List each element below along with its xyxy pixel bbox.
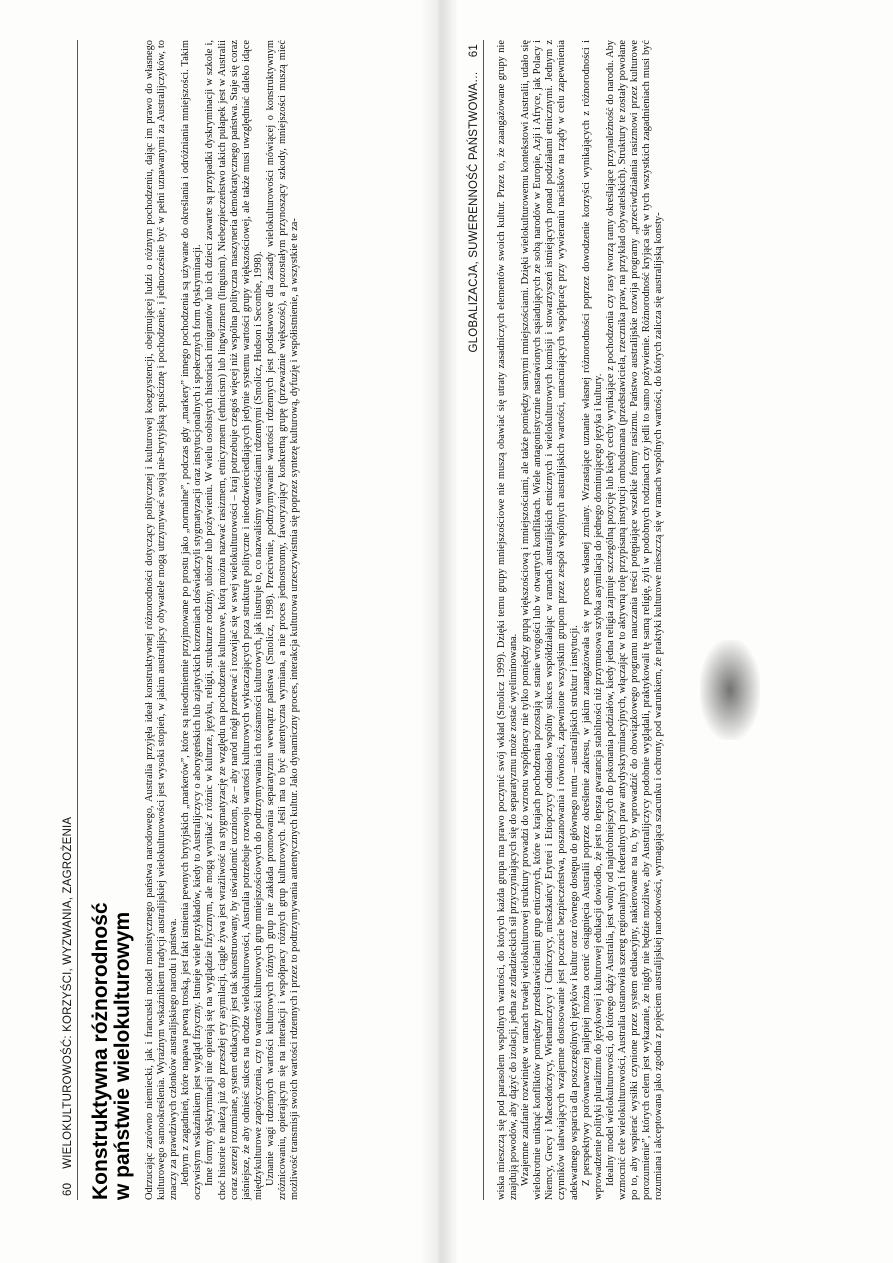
right-body-text <box>496 40 665 1200</box>
right-paragraph-2: Z perspektywy porównawczej najlepiej można ocenić osiągnięcia Australii poprzez określenie zakresu, w jakim zaangażowała się w proces własnej zmiany. Wzrastające uznanie własnej różnorodności poprzez dowodzenie korzyści wynikających z różnorodności i wprowadzenie polityki pluralizmu do językowej i kulturowej edukacji dowiodło, że jest to lepsza gwarancja stabilności niż przymusowa szybka asymilacja do jednego dominującego języka i kultury. <box>580 40 604 1200</box>
left-paragraph-3: Inne formy dyskryminacji nie opierają się na wyglądzie fizycznym, ale mogą wynikać z różnic w kulturze, języku, religii, strukturze rodziny, ubiorze lub pożywieniu. W wielu osobistych historiach imigrantów lub ich dzieci zawarte są przypadki dyskryminacji w szkole i, choć historie te należą już do przeszłej ery asymilacji, ciągle żywa jest wrażliwość na stygmatyzację ze względu na pochodzenie kulturowe, którą można nazwać rasizmem, etnicyzmem (ethnicism) lub lingwizmem (linguism). Niebezpieczeństwo takich pułapek jest w Australii coraz szerzej rozumiane, system edukacyjny jest tak skonstruowany, by uświadomić uczniom, że – aby naród mógł przetrwać i rozwijać się w swej wielokulturowości – kraj potrzebuje czegoś więcej niż wspólna polityczna maszyneria demokratycznego państwa. Staje się coraz jaśniejsze, że aby odnieść sukces na drodze wielokulturowości, Australia potrzebuje rozwoju wartości kulturowych wykraczających poza strukturę polityczne i nieodzwierciedlających jedynie systemu wartości grupy większościowej, ale także musi uwzględniać daleko idące międzykulturowe zapożyczenia, czy to wartości kulturowych grup mniejszościowych do podtrzymywania ich tożsamości kulturowych, jak ilustruje to, co nazwaliśmy wartościami rdzennymi (Smolicz, Hudson i Secombe, 1998). <box>204 40 264 1200</box>
right-paragraph-3: Idealny model wielokulturowości, do którego dąży Australia, jest wolny od najdrobniejszych do pokonania podziałów, kiedy jedna religia zajmuje szczególną pozycję lub kiedy cechy wynikające z pochodzenia czy rasy tworzą ramy określające przynależność do narodu. Aby wzmocnić cele wielokulturowości, Australia ustanowiła szereg regionalnych i federalnych praw antydyskryminacyjnych, włączając w to aktywną rolę przypisaną instytucji ombudsmana (przedstawiciela, rzecznika praw, na przykład obywatelskich). Struktury te zostały powołane po to, aby wspierać wysiłki czynione przez system edukacyjny, nakierowane na to, by wprowadzić do obowiązkowego programu nauczania treści potępiające wszelkie formy rasizmu. Państwo australijskie rozwija programy „przeciwdziałania rasizmowi przez kulturowe porozumienie”, których celem jest wykazanie, że nigdy nie będzie możliwe, aby Australijczycy podobnie wyglądali, praktykowali tę samą religię, żyli w podobnych rodzinach czy jedli to samo pożywienie. Różnorodność kryjąca się w tych wszystkich zagadnieniach musi być rozumiana i akceptowana jako zgodna z pojęciem australijskiej narodowości, wymagająca szacunku i ochrony, pod warunkiem, że praktyki kulturowe mieszczą się w ramach wspólnych wartości, do których zalicza się australijską konsty- <box>604 40 665 1200</box>
right-running-head-text: GLOBALIZACJA, SUWERENNOŚĆ PAŃSTWOWA… <box>468 71 480 353</box>
left-paragraph-4: Uznanie wagi rdzennych wartości kulturowych różnych grup nie zakłada promowania separatyzmu wewnątrz państwa (Smolicz, 1998). Przeciwnie, podtrzymywanie wartości rdzennych jest podstawowe dla zasady wielokulturowości mówiącej o konstruktywnym zróżnicowaniu, opierającym się na interakcji i współpracy różnych grup kulturowych. Jeśli ma to być autentyczna wymiana, a nie proces jednostronny, faworyzujący konkretną grupę (przeważnie większość), a pozostałym przynoszący szkody, mniejszości muszą mieć możliwość transmisji swoich wartości rdzennych i przez to podtrzymywania autentycznych kultur. Jako dynamiczny proces, interakcja kulturowa urzeczywistnia się poprzez syntezę kulturową, dyfuzję i współistnienie, a wszystkie te za- <box>264 40 301 1200</box>
left-running-head-text: WIELOKULTUROWOŚĆ: KORZYŚCI, WYZWANIA, ZAGROŻENIA <box>62 816 74 1169</box>
right-continuation: wiska mieszczą się pod parasolem wspólnych wartości, do których każda grupa ma prawo poczynić swój wkład (Smolicz 1999). Dzięki temu grupy mniejszościowe nie muszą obawiać się utraty zasadniczych elementów swoich kultur. Przez to, że zaangażowane grupy nie znajdują powodów, aby dążyć do izolacji, jedna ze zdradzieckich sił przyczyniających się do separatyzmu może zostać wyeliminowana. <box>496 40 520 1200</box>
right-page <box>466 40 841 1200</box>
left-paragraph-2: Jednym z zagadnień, które napawa pewną troską, jest fakt istnienia pewnych brytyjskich „markerów”, które są nieodmiennie przyjmowane po prostu jako „normalne”, podczas gdy „markery” innego pochodzenia są używane do określania i odróżniania mniejszości. Takim oczywistym wskaźnikiem jest wygląd fizyczny. Istnieje wiele przykładów, kiedy to Australijczycy o aborygeńskich lub azjatyckich korzeniach doświadczyli stygmatyzacji oraz instytucjonalnych i społecznych form dyskryminacji. <box>180 40 204 1200</box>
right-page-number: 61 <box>468 44 480 58</box>
left-running-head <box>60 40 78 1200</box>
left-paragraph-1: Odrzucając zarówno niemiecki, jak i francuski model monistycznego państwa narodowego, Australia przyjęła ideał konstruktywnej różnorodności dotyczący politycznej i kulturowej koegzystencji, obejmującej ludzi o różnym pochodzeniu, dając im prawo do własnego kulturowego samookreślenia. Wyraźnym wskaźnikiem tradycji australijskiej wielokulturowości jest wysoki stopień, w jakim australijscy obywatele mogą utrzymywać swoją nie-brytyjską spuściznę i pochodzenie, i jednocześnie być w pełni uznawanymi za Australijczyków, to znaczy za prawdziwych członków australijskiego narodu i państwa. <box>144 40 180 1200</box>
left-page <box>60 40 435 1200</box>
section-title: Konstruktywna różnorodność w państwie wielokulturowym <box>89 902 134 1200</box>
left-body-text <box>144 40 301 1200</box>
left-page-number: 60 <box>62 1182 74 1196</box>
right-running-head <box>466 40 484 1200</box>
right-paragraph-1: Wzajemne zaufanie rozwinięte w ramach trwałej wielokulturowej struktury prowadzi do wzrostu współpracy nie tylko pomiędzy grupą większościową i mniejszościami, ale także pomiędzy samymi mniejszościami. Dzięki wielokulturowemu kontekstowi Australii, udało się wielokrotnie uniknąć konfliktów pomiędzy przedstawicielami grup etnicznych, które w krajach pochodzenia pozostają w stanie wrogości lub w otwartych konfliktach. Wiele antagonistycznie nastawionych sąsiadujących ze sobą narodów w Europie, Azji i Afryce, jak Polacy i Niemcy, Grecy i Macedończycy, Wietnamczycy i Chińczycy, mieszkańcy Erytrei i Etiopczycy odniosło wspólny sukces współdziałając w ramach australijskich etnicznych i wielokulturowych komisji i stowarzyszeń istniejących ponad podziałami etnicznymi. Jednym z czynników ułatwiających wzajemne dostosowanie jest poczucie bezpieczeństwa, poszanowania i równości, zapewnione wszystkim grupom przez zespół wspólnych australijskich wartości, umacniających współpracę przy wywieraniu nacisków na rządy w celu zapewnienia adekwatnego wsparcia dla poszczególnych języków i kultur oraz równego dostępu do głównego nurtu – australijskich struktur i instytucji. <box>520 40 580 1200</box>
